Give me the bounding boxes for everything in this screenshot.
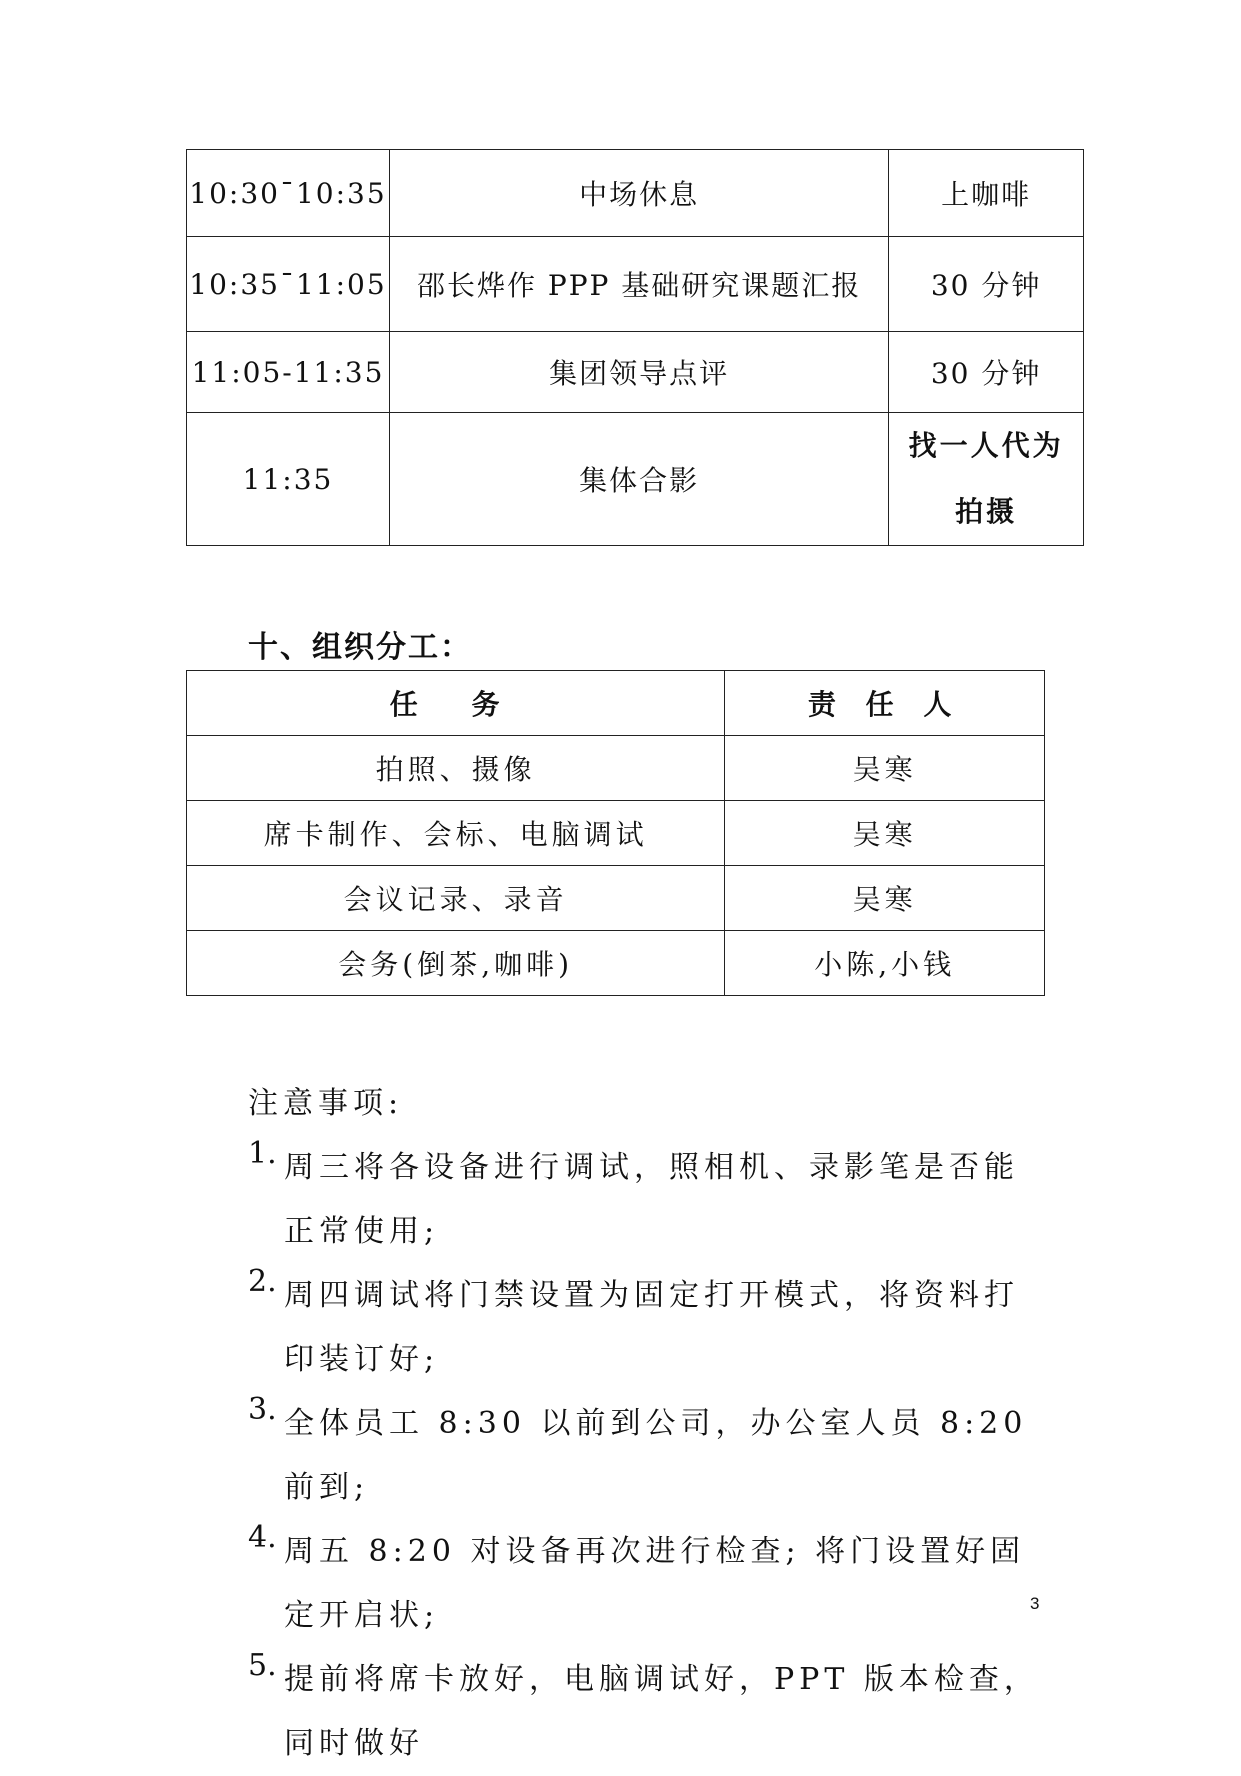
- schedule-item: 邵长烨作 PPP 基础研究课题汇报: [389, 237, 888, 332]
- table-row: [187, 413, 1084, 546]
- table-row: [187, 931, 1045, 996]
- schedule-table: [186, 149, 1084, 546]
- schedule-note: 30 分钟: [889, 237, 1084, 332]
- notes-title: 注意事项:: [248, 1086, 404, 1121]
- schedule-item: 中场休息: [389, 150, 888, 237]
- schedule-note-line: 拍摄: [955, 495, 1018, 528]
- schedule-time: 11:35: [187, 413, 390, 546]
- schedule-time: 10:35¯11:05: [187, 237, 390, 332]
- list-number: 5.: [248, 1648, 277, 1683]
- header-person: 责 任 人: [725, 671, 1045, 736]
- role-task: 会议记录、录音: [187, 866, 725, 931]
- role-person: 吴寒: [725, 866, 1045, 931]
- table-row: [187, 801, 1045, 866]
- role-task: 会务(倒茶,咖啡): [187, 931, 725, 996]
- schedule-note: 30 分钟: [889, 332, 1084, 413]
- section-heading: 十、组织分工：: [248, 630, 472, 665]
- schedule-note: 上咖啡: [889, 150, 1084, 237]
- list-item: [248, 1136, 1048, 1264]
- roles-table: [186, 670, 1045, 996]
- list-number: 1.: [248, 1136, 277, 1171]
- schedule-time: 11:05-11:35: [187, 332, 390, 413]
- list-text: 周三将各设备进行调试，照相机、录影笔是否能正常使用;: [284, 1150, 1019, 1249]
- list-item: [248, 1392, 1048, 1520]
- schedule-item: 集团领导点评: [389, 332, 888, 413]
- table-row: [187, 237, 1084, 332]
- list-number: 2.: [248, 1264, 277, 1299]
- role-task: 席卡制作、会标、电脑调试: [187, 801, 725, 866]
- list-text: 周四调试将门禁设置为固定打开模式，将资料打印装订好;: [284, 1278, 1019, 1377]
- schedule-note: [889, 413, 1084, 546]
- list-item: [248, 1520, 1048, 1648]
- role-person: 吴寒: [725, 801, 1045, 866]
- table-row: [187, 866, 1045, 931]
- header-task: 任 务: [187, 671, 725, 736]
- table-row: [187, 150, 1084, 237]
- table-row: [187, 332, 1084, 413]
- list-item: [248, 1264, 1048, 1392]
- role-person: 小陈,小钱: [725, 931, 1045, 996]
- list-text: 提前将席卡放好，电脑调试好，PPT 版本检查，同时做好: [284, 1662, 1039, 1761]
- schedule-time: 10:30¯10:35: [187, 150, 390, 237]
- list-text: 周五 8:20 对设备再次进行检查; 将门设置好固定开启状;: [284, 1534, 1026, 1633]
- role-task: 拍照、摄像: [187, 736, 725, 801]
- schedule-note-line: 找一人代为: [908, 429, 1064, 462]
- list-number: 3.: [248, 1392, 277, 1427]
- role-person: 吴寒: [725, 736, 1045, 801]
- table-header-row: [187, 671, 1045, 736]
- page-number: 3: [1030, 1594, 1040, 1613]
- notes-section: [248, 1072, 1048, 1776]
- schedule-item: 集体合影: [389, 413, 888, 546]
- list-text: 全体员工 8:30 以前到公司，办公室人员 8:20 前到;: [284, 1406, 1028, 1505]
- list-number: 4.: [248, 1520, 277, 1555]
- list-item: [248, 1648, 1048, 1776]
- table-row: [187, 736, 1045, 801]
